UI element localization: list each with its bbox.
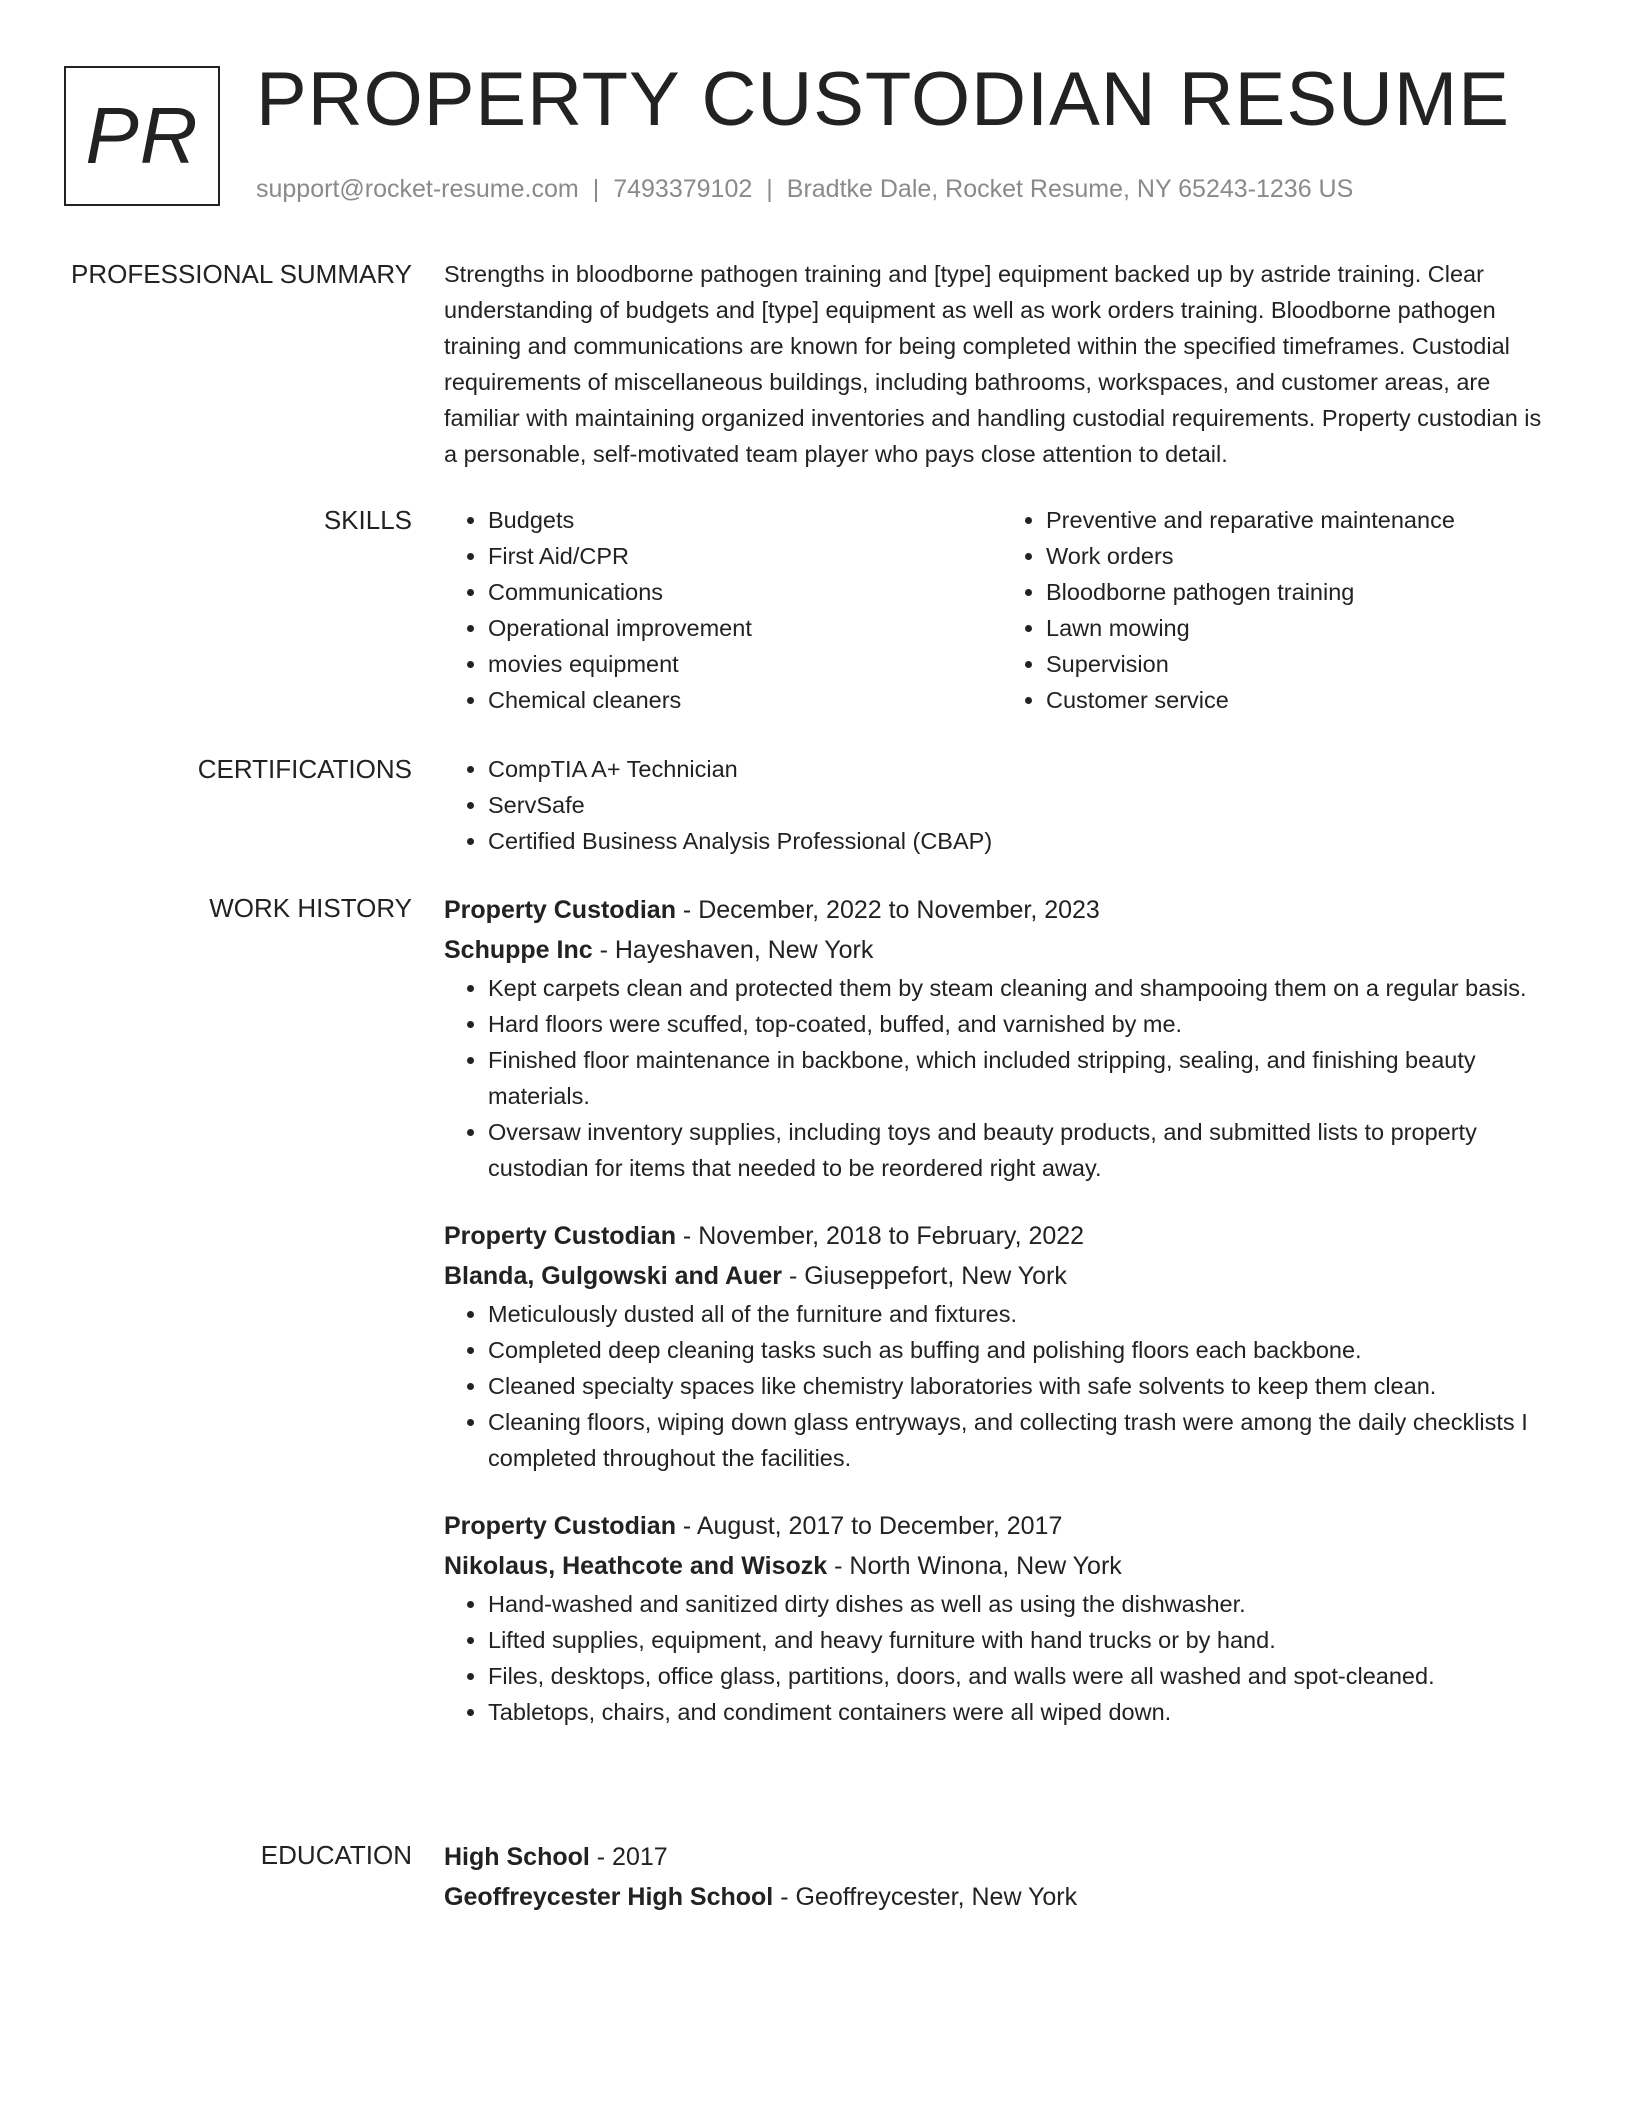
list-item: • Oversaw inventory supplies, including toys and beauty products, and submitted lists to property custodian for items that needed to be reordered right away. xyxy=(488,1114,1560,1186)
job-dates: August, 2017 to December, 2017 xyxy=(696,1512,1063,1540)
job-company: Nikolaus, Heathcote and Wisozk xyxy=(444,1552,828,1580)
list-item: • Certified Business Analysis Professional (CBAP) xyxy=(488,823,1560,859)
education-heading: EDUCATION xyxy=(260,1840,412,1870)
list-item: • Files, desktops, office glass, partitions, doors, and walls were all washed and spot-cleaned. xyxy=(488,1658,1560,1694)
dash: - xyxy=(592,936,615,964)
list-item: • Finished floor maintenance in backbone, which included stripping, sealing, and finishing beauty materials. xyxy=(488,1042,1560,1114)
list-item: • Meticulously dusted all of the furniture and fixtures. xyxy=(488,1296,1560,1332)
dash: - xyxy=(589,1843,613,1871)
job-company: Schuppe Inc xyxy=(444,936,593,964)
list-item: • Communications xyxy=(488,574,1002,610)
dash: - xyxy=(782,1262,805,1290)
contact-address: Bradtke Dale, Rocket Resume, NY 65243-1236 US xyxy=(786,175,1354,203)
job-bullets xyxy=(444,1296,1560,1476)
list-item: • Lawn mowing xyxy=(1046,610,1560,646)
job-title: Property Custodian xyxy=(444,1222,676,1250)
list-item: • Supervision xyxy=(1046,646,1560,682)
list-item: • Chemical cleaners xyxy=(488,682,1002,718)
skills-heading: SKILLS xyxy=(323,505,412,535)
job-location: North Winona, New York xyxy=(849,1552,1122,1580)
work-heading: WORK HISTORY xyxy=(209,893,412,923)
summary-text: Strengths in bloodborne pathogen training and [type] equipment backed up by astride training. Clear understanding of budgets and [type] equipment as well as work orders training. Bloodborne pathogen training and communications are known for being completed within the specified timeframes. Custodial requirements of miscellaneous buildings, including bathrooms, workspaces, and customer areas, are familiar with maintaining organized inventories and handling custodial requirements. Property custodian is a personable, self-motivated team player who pays close attention to detail. xyxy=(444,261,1542,467)
dash: - xyxy=(675,1222,699,1250)
certifications-heading: CERTIFICATIONS xyxy=(197,754,412,784)
job-company-line xyxy=(444,1546,1560,1586)
page-title: PROPERTY CUSTODIAN RESUME xyxy=(256,57,1510,142)
job-company-line xyxy=(444,930,1560,970)
job-location: Hayeshaven, New York xyxy=(614,936,874,964)
education-degree: High School xyxy=(444,1843,590,1871)
list-item: • CompTIA A+ Technician xyxy=(488,751,1560,787)
job-company: Blanda, Gulgowski and Auer xyxy=(444,1262,783,1290)
job-location: Giuseppefort, New York xyxy=(804,1262,1067,1290)
job-title: Property Custodian xyxy=(444,1512,676,1540)
list-item: • Operational improvement xyxy=(488,610,1002,646)
certifications-list xyxy=(444,751,1560,859)
list-item: • Work orders xyxy=(1046,538,1560,574)
contact-separator: | xyxy=(766,175,773,203)
job-entry xyxy=(444,1216,1560,1476)
job-title-line xyxy=(444,1216,1560,1256)
list-item: • Hand-washed and sanitized dirty dishes as well as using the dishwasher. xyxy=(488,1586,1560,1622)
dash: - xyxy=(675,1512,697,1540)
summary-body xyxy=(444,256,1560,472)
list-item: • Preventive and reparative maintenance xyxy=(1046,502,1560,538)
job-company-line xyxy=(444,1256,1560,1296)
monogram: PR xyxy=(64,66,220,206)
list-item: • Cleaned specialty spaces like chemistry laboratories with safe solvents to keep them clean. xyxy=(488,1368,1560,1404)
education-body xyxy=(444,1837,1560,1917)
list-item: • Kept carpets clean and protected them by steam cleaning and shampooing them on a regular basis. xyxy=(488,970,1560,1006)
list-item: • Tabletops, chairs, and condiment containers were all wiped down. xyxy=(488,1694,1560,1730)
job-title-line xyxy=(444,1506,1560,1546)
contact-email[interactable]: support@rocket-resume.com xyxy=(256,175,579,203)
job-dates: November, 2018 to February, 2022 xyxy=(698,1222,1085,1250)
skills-list-left xyxy=(444,502,1002,718)
list-item: • Budgets xyxy=(488,502,1002,538)
list-item: • Bloodborne pathogen training xyxy=(1046,574,1560,610)
education-location: Geoffreycester, New York xyxy=(795,1883,1078,1911)
education-year: 2017 xyxy=(612,1843,668,1871)
job-title: Property Custodian xyxy=(444,896,676,924)
job-entry xyxy=(444,890,1560,1186)
dash: - xyxy=(827,1552,850,1580)
certifications-body xyxy=(444,751,1560,859)
list-item: • Hard floors were scuffed, top-coated, buffed, and varnished by me. xyxy=(488,1006,1560,1042)
skills-list-right xyxy=(1002,502,1560,718)
dash: - xyxy=(675,896,699,924)
list-item: • movies equipment xyxy=(488,646,1002,682)
list-item: • First Aid/CPR xyxy=(488,538,1002,574)
education-degree-line xyxy=(444,1837,1560,1877)
job-bullets xyxy=(444,970,1560,1186)
list-item: • Completed deep cleaning tasks such as buffing and polishing floors each backbone. xyxy=(488,1332,1560,1368)
skills-body xyxy=(444,502,1560,718)
education-school: Geoffreycester High School xyxy=(444,1883,774,1911)
work-body xyxy=(444,890,1560,1730)
job-dates: December, 2022 to November, 2023 xyxy=(698,896,1100,924)
education-school-line xyxy=(444,1877,1560,1917)
job-title-line xyxy=(444,890,1560,930)
list-item: • Customer service xyxy=(1046,682,1560,718)
contact-separator: | xyxy=(592,175,600,203)
job-bullets xyxy=(444,1586,1560,1730)
contact-line xyxy=(256,172,1353,206)
list-item: • Lifted supplies, equipment, and heavy furniture with hand trucks or by hand. xyxy=(488,1622,1560,1658)
list-item: • ServSafe xyxy=(488,787,1560,823)
summary-heading: PROFESSIONAL SUMMARY xyxy=(71,259,412,289)
list-item: • Cleaning floors, wiping down glass entryways, and collecting trash were among the daily checklists I completed throughout the facilities. xyxy=(488,1404,1560,1476)
dash: - xyxy=(773,1883,796,1911)
job-entry xyxy=(444,1506,1560,1730)
contact-phone[interactable]: 7493379102 xyxy=(613,175,753,203)
